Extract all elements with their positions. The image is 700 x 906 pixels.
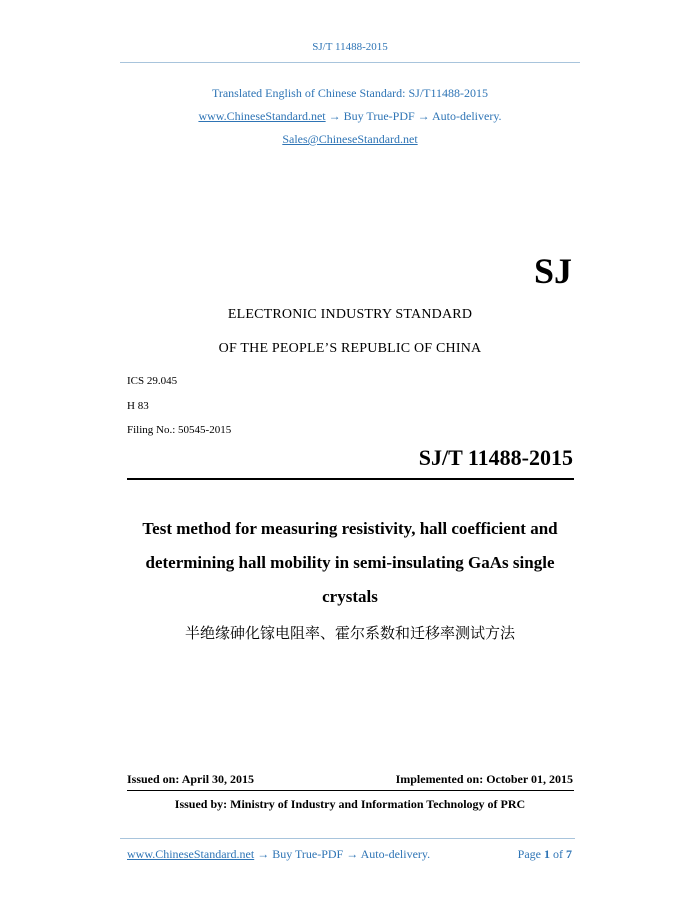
issuing-authority: Issued by: Ministry of Industry and Information Technology of PRC bbox=[174, 797, 526, 811]
standard-number-rule bbox=[127, 478, 574, 480]
standard-type-line2: OF THE PEOPLE’S REPUBLIC OF CHINA bbox=[218, 341, 482, 356]
arrow-icon: → bbox=[328, 109, 341, 123]
translation-links bbox=[0, 109, 700, 124]
standard-number: SJ/T 11488-2015 bbox=[418, 445, 573, 470]
issue-divider bbox=[127, 790, 574, 791]
arrow-icon: → bbox=[417, 109, 430, 123]
footer-divider bbox=[120, 838, 575, 839]
running-header: SJ/T 11488-2015 bbox=[312, 41, 388, 53]
chinese-title: 半绝缘砷化镓电阻率、霍尔系数和迁移率测试方法 bbox=[184, 624, 515, 642]
classification-code: H 83 bbox=[127, 400, 149, 412]
page-label: Page bbox=[517, 847, 541, 861]
site-link[interactable]: www.ChineseStandard.net bbox=[198, 109, 326, 123]
email-link[interactable]: Sales@ChineseStandard.net bbox=[282, 132, 418, 146]
page-total: 7 bbox=[566, 847, 572, 861]
arrow-icon: → bbox=[346, 847, 359, 861]
standard-type-line1: ELECTRONIC INDUSTRY STANDARD bbox=[227, 307, 473, 322]
page-number: 1 bbox=[544, 847, 550, 861]
arrow-icon: → bbox=[257, 847, 270, 861]
sj-logo: SJ bbox=[533, 251, 572, 291]
of-label: of bbox=[553, 847, 563, 861]
buy-link[interactable]: Buy True-PDF bbox=[343, 109, 415, 123]
footer-delivery: Auto-delivery. bbox=[360, 847, 431, 861]
document-title-line1: Test method for measuring resistivity, hall coefficient and bbox=[142, 519, 558, 538]
translation-notice: Translated English of Chinese Standard: SJ/T11488-2015 bbox=[211, 86, 489, 100]
header-divider bbox=[120, 62, 580, 63]
delivery-text: Auto-delivery. bbox=[432, 109, 502, 123]
implemented-date: Implemented on: October 01, 2015 bbox=[395, 772, 573, 786]
issued-date: Issued on: April 30, 2015 bbox=[127, 772, 255, 786]
document-title-line3: crystals bbox=[322, 587, 378, 606]
document-title-line2: determining hall mobility in semi-insulating GaAs single bbox=[145, 553, 555, 572]
filing-number: Filing No.: 50545-2015 bbox=[127, 424, 232, 436]
ics-code: ICS 29.045 bbox=[127, 375, 178, 387]
email-line bbox=[0, 132, 700, 147]
footer-buy-link[interactable]: Buy True-PDF bbox=[272, 847, 344, 861]
page-indicator bbox=[518, 847, 572, 862]
footer-site-link[interactable]: www.ChineseStandard.net bbox=[127, 847, 255, 861]
footer-links bbox=[127, 847, 430, 862]
